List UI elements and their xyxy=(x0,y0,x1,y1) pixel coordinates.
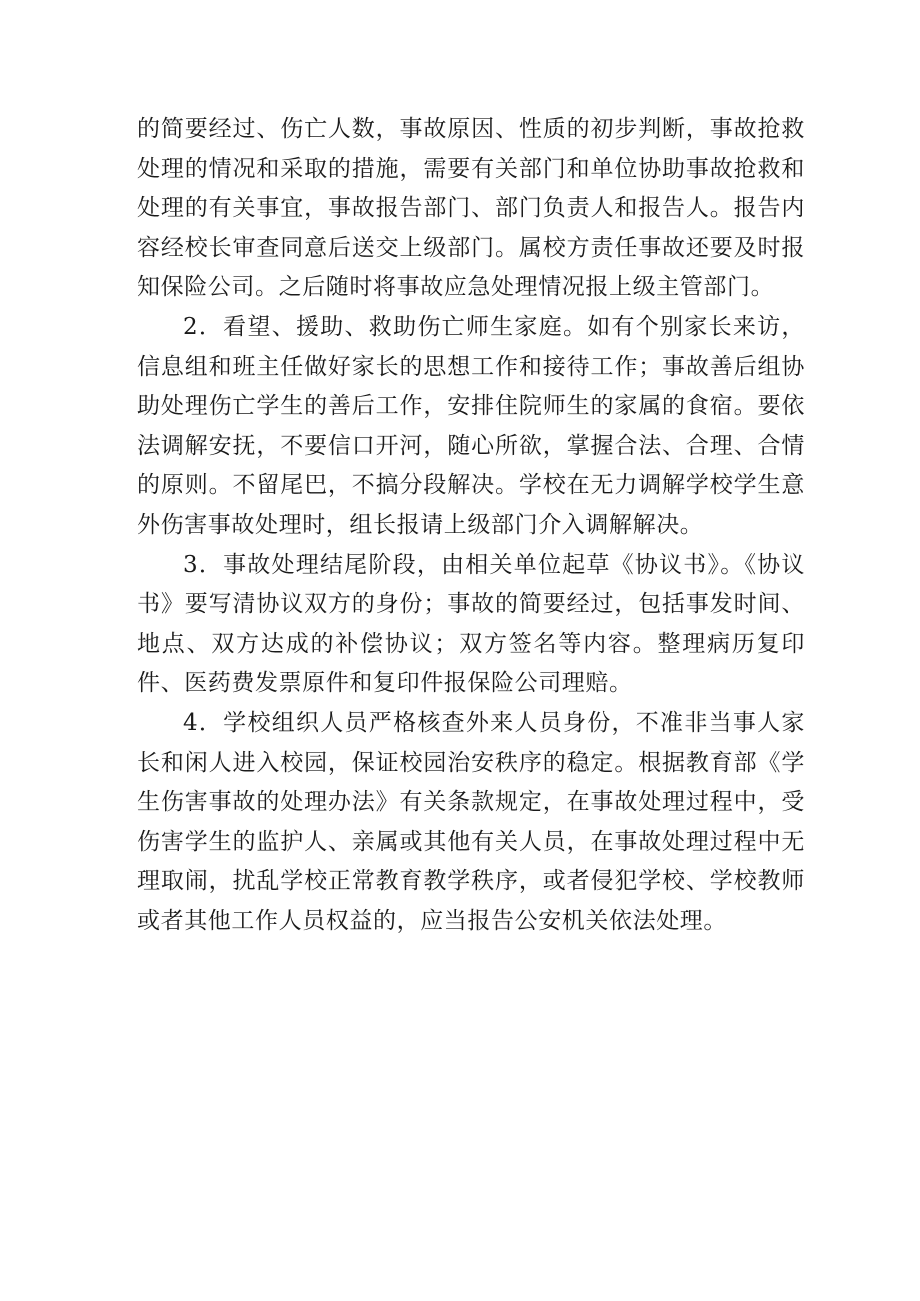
paragraph-3: 3．事故处理结尾阶段，由相关单位起草《协议书》。《协议书》要写清协议双方的身份；事故的简要经过，包括事发时间、地点、双方达成的补偿协议；双方签名等内容。整理病历复印件、医药费发票原件和复印件报保险公司理赔。 xyxy=(137,551,805,697)
paragraph-2: 2．看望、援助、救助伤亡师生家庭。如有个别家长来访，信息组和班主任做好家长的思想工作和接待工作；事故善后组协助处理伤亡学生的善后工作，安排住院师生的家属的食宿。要依法调解安抚，不要信口开河，随心所欲，掌握合法、合理、合情的原则。不留尾巴，不搞分段解决。学校在无力调解学校学生意外伤害事故处理时，组长报请上级部门介入调解解决。 xyxy=(137,313,805,538)
document-body xyxy=(137,110,805,941)
paragraph-4: 4．学校组织人员严格核查外来人员身份，不准非当事人家长和闲人进入校园，保证校园治安秩序的稳定。根据教育部《学生伤害事故的处理办法》有关条款规定，在事故处理过程中，受伤害学生的监护人、亲属或其他有关人员，在事故处理过程中无理取闹，扰乱学校正常教育教学秩序，或者侵犯学校、学校教师或者其他工作人员权益的，应当报告公安机关依法处理。 xyxy=(137,709,805,934)
paragraph-1: 的简要经过、伤亡人数，事故原因、性质的初步判断，事故抢救处理的情况和采取的措施，需要有关部门和单位协助事故抢救和处理的有关事宜，事故报告部门、部门负责人和报告人。报告内容经校长审查同意后送交上级部门。属校方责任事故还要及时报知保险公司。之后随时将事故应急处理情况报上级主管部门。 xyxy=(137,116,805,301)
